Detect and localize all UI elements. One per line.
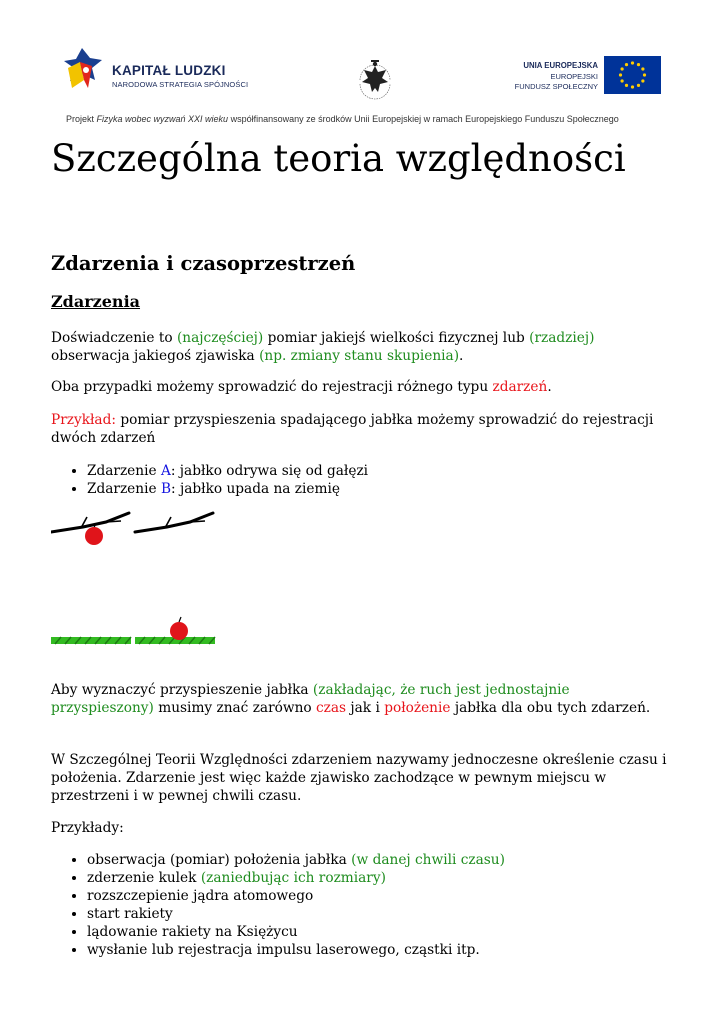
events-list — [51, 462, 687, 498]
empty-branch-icon — [135, 513, 213, 532]
eu-star-icon — [641, 67, 644, 70]
apple-icon — [85, 527, 103, 545]
kapital-ludzki-title: KAPITAŁ LUDZKI — [112, 63, 226, 78]
subsection-heading: Zdarzenia — [51, 292, 141, 311]
list-item: • Zdarzenie B: jabłko upada na ziemię — [87, 480, 687, 498]
eu-star-icon — [631, 85, 634, 88]
ground-left-icon — [51, 637, 131, 644]
eu-social-fund-label: FUNDUSZ SPOŁECZNY — [514, 82, 598, 91]
list-item: • rozszczepienie jądra atomowego — [87, 887, 707, 905]
paragraph-example: Przykład: pomiar przyspieszenia spadającego jabłka możemy sprowadzić do rejestracji dwóch zdarzeń — [51, 412, 654, 446]
project-funding-line: Projekt Fizyka wobec wyzwań XXI wieku współfinansowany ze środków Unii Europejskiej w ramach Europejskiego Funduszu Społecznego — [66, 114, 619, 124]
ground-right-icon — [135, 617, 215, 644]
eu-star-icon — [637, 63, 640, 66]
eu-european-label: EUROPEJSKI — [550, 71, 598, 81]
page-title: Szczególna teoria względności — [51, 137, 626, 180]
eu-star-icon — [631, 61, 634, 64]
eu-star-icon — [619, 73, 622, 76]
eu-star-icon — [621, 67, 624, 70]
apple-fall-illustration — [51, 505, 221, 650]
paragraph-experiment: Doświadczenie to (najczęściej) pomiar jakiejś wielkości fizycznej lub (rzadziej) obserwacja jakiegoś zjawiska (np. zmiany stanu skupienia). — [51, 330, 595, 364]
eu-fund-label — [496, 61, 598, 93]
eu-star-icon — [641, 79, 644, 82]
paragraph-acceleration: Aby wyznaczyć przyspieszenie jabłka (zakładając, że ruch jest jednostajnie przyspieszony) musimy znać zarówno czas jak i położenie jabłka dla obu tych zdarzeń. — [51, 682, 651, 716]
list-item: • obserwacja (pomiar) położenia jabłka (w danej chwili czasu) — [87, 851, 707, 869]
examples-list — [51, 851, 707, 959]
eu-star-icon — [625, 63, 628, 66]
list-item: • start rakiety — [87, 905, 707, 923]
paragraph-examples-label: Przykłady: — [51, 820, 124, 836]
eu-star-icon — [621, 79, 624, 82]
eu-union-label: UNIA EUROPEJSKA — [523, 61, 598, 70]
project-name: Fizyka wobec wyzwań XXI wieku — [96, 114, 229, 124]
university-emblem-icon — [352, 54, 398, 104]
paragraph-definition: W Szczególnej Teorii Względności zdarzeniem nazywamy jednoczesne określenie czasu i położenia. Zdarzenie jest więc każde zjawisko zachodzące w pewnym miejscu w przestrzeni i w pewnej chwili czasu. — [51, 752, 667, 804]
eu-star-icon — [625, 84, 628, 87]
kapital-ludzki-subtitle: NARODOWA STRATEGIA SPÓJNOŚCI — [112, 80, 249, 89]
eu-star-icon — [643, 73, 646, 76]
eu-star-icon — [637, 84, 640, 87]
eu-flag-icon — [604, 56, 661, 94]
section-heading: Zdarzenia i czasoprzestrzeń — [51, 252, 356, 275]
branch-with-apple-icon — [51, 513, 129, 545]
paragraph-events: Oba przypadki możemy sprowadzić do rejestracji różnego typu zdarzeń. — [51, 379, 552, 395]
list-item: • zderzenie kulek (zaniedbując ich rozmiary) — [87, 869, 707, 887]
list-item: • Zdarzenie A: jabłko odrywa się od gałęzi — [87, 462, 687, 480]
list-item: • lądowanie rakiety na Księżycu — [87, 923, 707, 941]
fallen-apple-icon — [170, 622, 188, 640]
list-item: • wysłanie lub rejestracja impulsu laserowego, cząstki itp. — [87, 941, 707, 959]
